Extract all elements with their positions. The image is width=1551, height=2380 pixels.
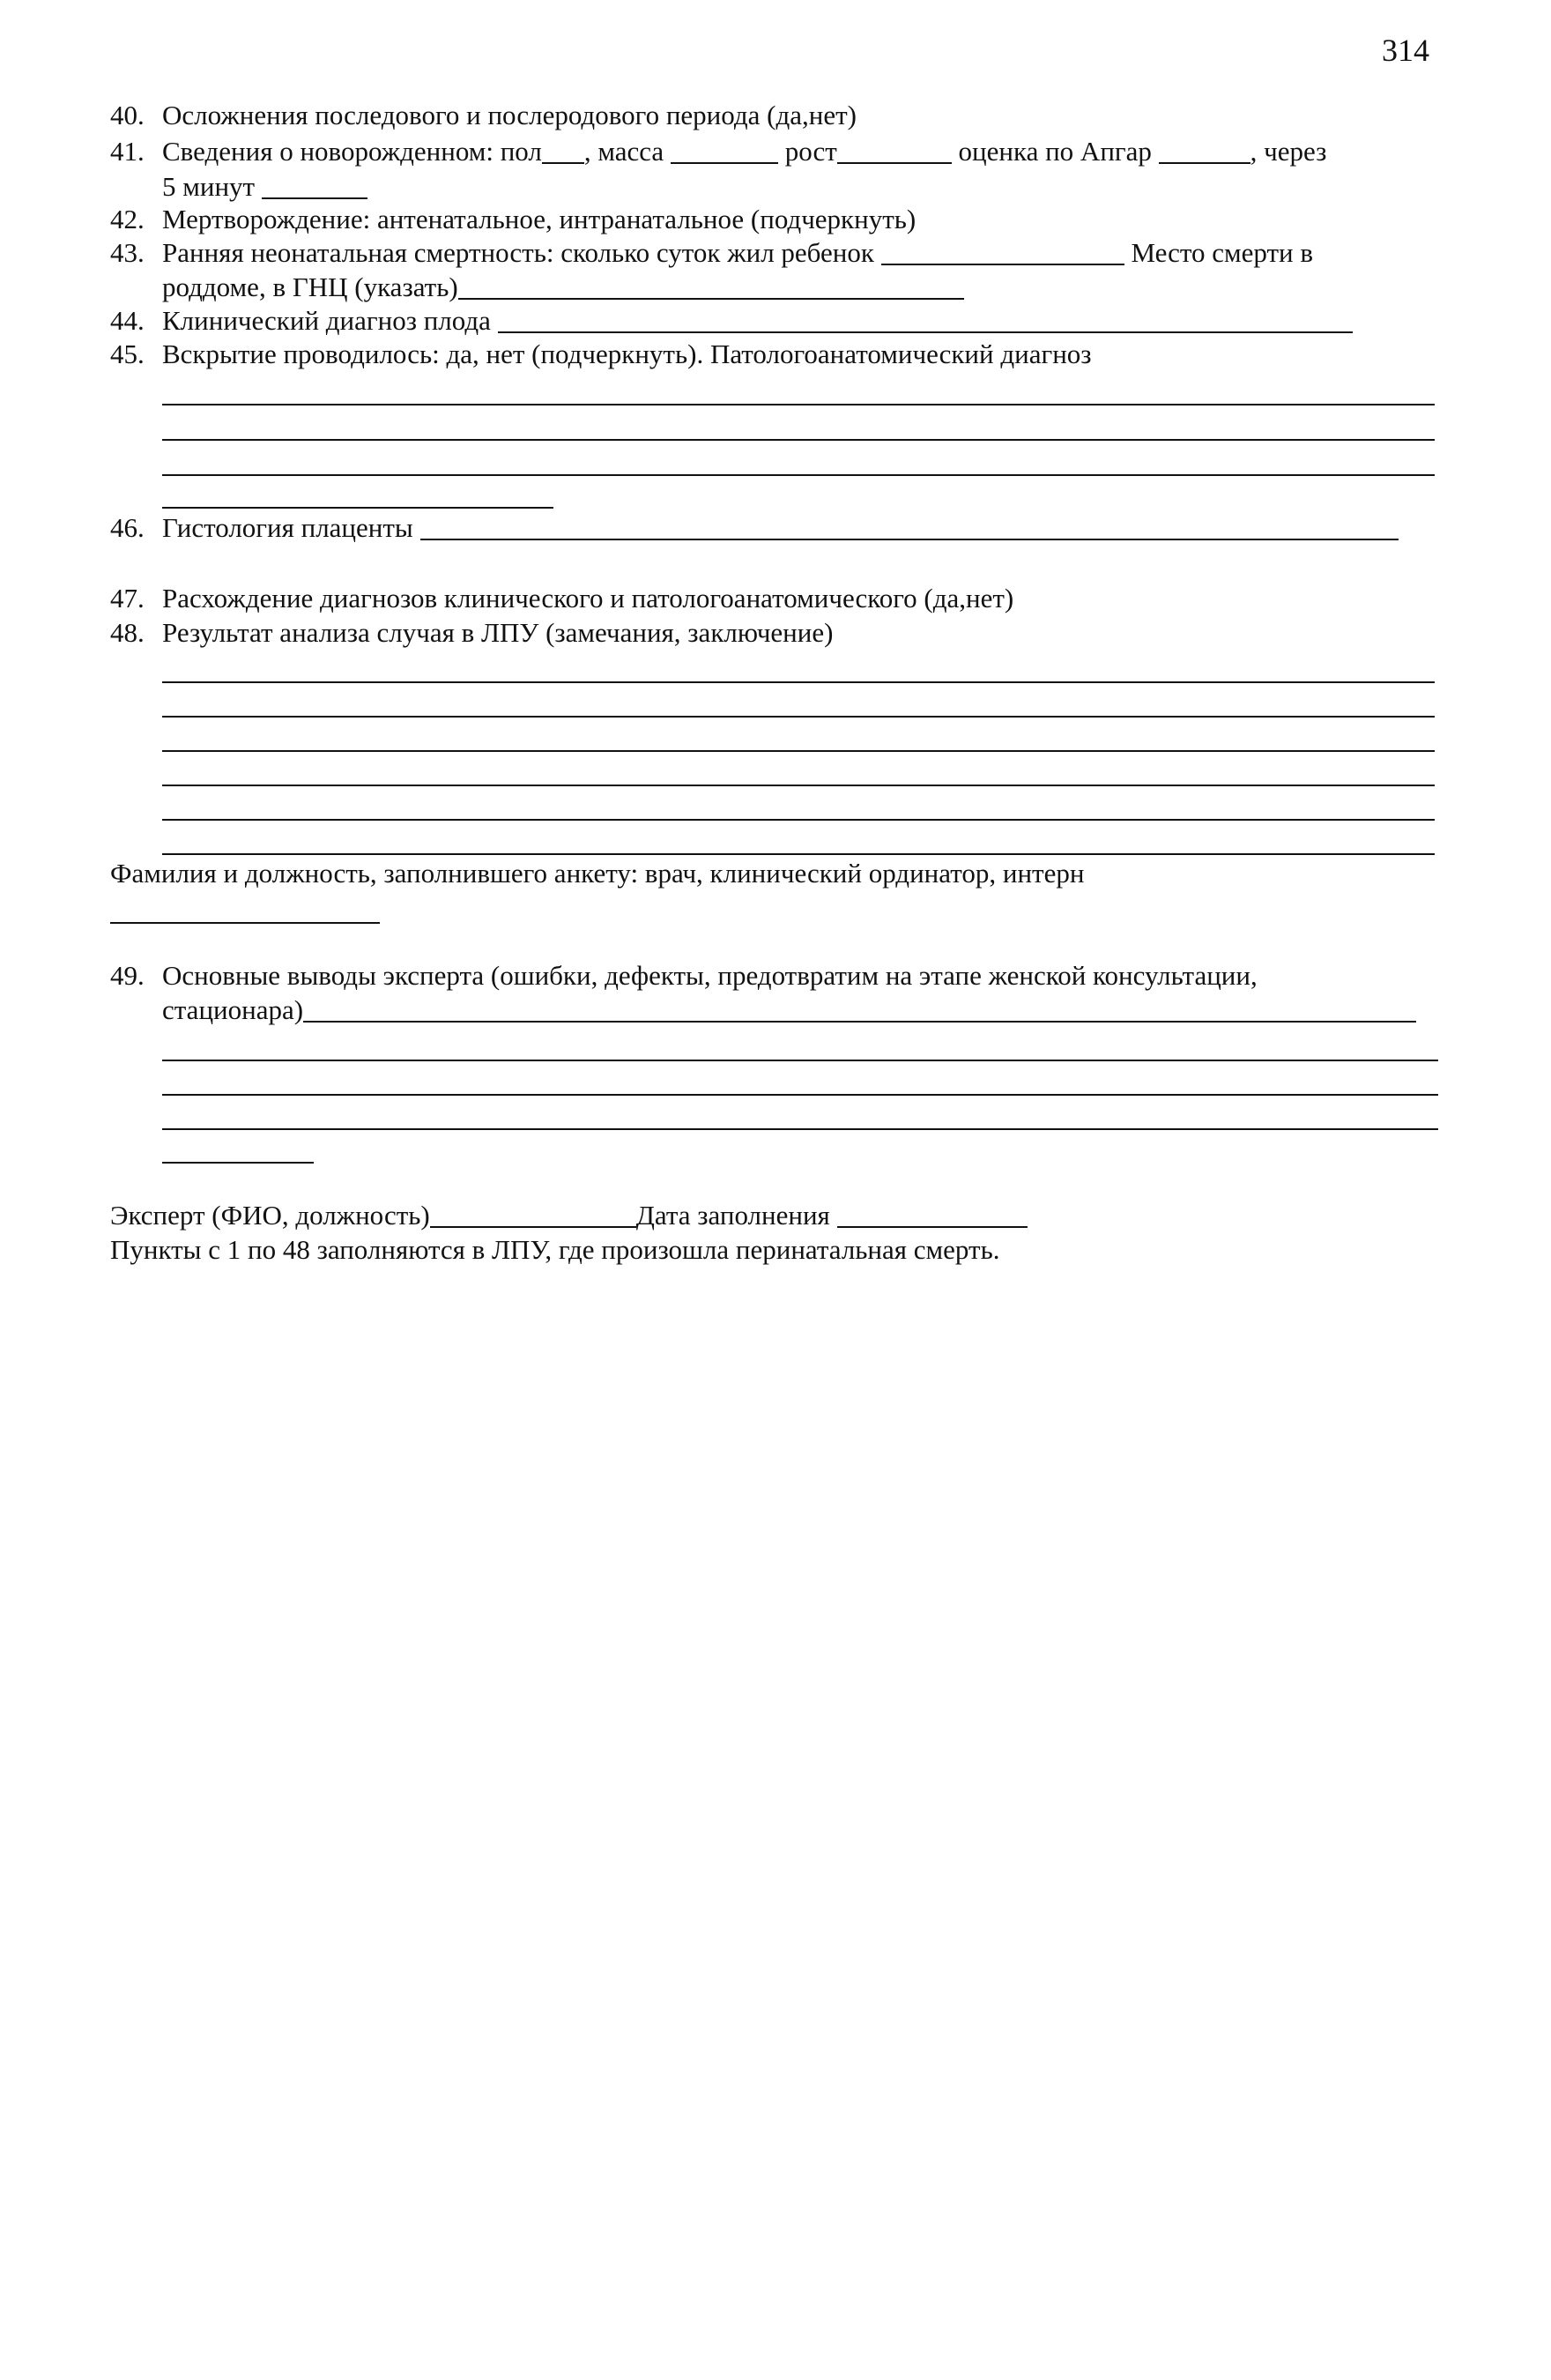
expert-conclusions-line[interactable]: [162, 1060, 1438, 1061]
analysis-result-line[interactable]: [162, 750, 1435, 752]
expert-label: Эксперт (ФИО, должность): [110, 1200, 430, 1231]
expert-conclusions-field[interactable]: [303, 994, 1416, 1023]
pathology-diagnosis-line[interactable]: [162, 474, 1435, 476]
item-text: , через: [1250, 136, 1327, 167]
item-text: оценка по Апгар: [958, 136, 1152, 167]
height-field[interactable]: [837, 136, 952, 164]
apgar-field[interactable]: [1159, 136, 1250, 164]
item-text: роддоме, в ГНЦ (указать): [162, 271, 458, 302]
item-text: стационара): [162, 994, 304, 1025]
item-text: рост: [784, 136, 837, 167]
date-field[interactable]: [837, 1200, 1028, 1228]
item-text: Гистология плаценты: [162, 512, 413, 543]
expert-line: [110, 1199, 1028, 1232]
item-number: 44.: [110, 305, 145, 336]
filler-name-line[interactable]: [110, 922, 380, 924]
item-text: Мертворождение: антенатальное, интранатальное (подчеркнуть): [162, 204, 916, 234]
pathology-diagnosis-line[interactable]: [162, 439, 1435, 441]
date-label: Дата заполнения: [635, 1200, 830, 1231]
footnote: Пункты с 1 по 48 заполняются в ЛПУ, где произошла перинатальная смерть.: [110, 1234, 1000, 1265]
item-text: Вскрытие проводилось: да, нет (подчеркнуть). Патологоанатомический диагноз: [162, 338, 1092, 369]
expert-conclusions-line[interactable]: [162, 1162, 314, 1164]
pathology-diagnosis-line[interactable]: [162, 507, 553, 509]
item-number: 40.: [110, 100, 145, 130]
item-text: Клинический диагноз плода: [162, 305, 491, 336]
placenta-histology-field[interactable]: [420, 512, 1399, 540]
analysis-result-line[interactable]: [162, 819, 1435, 821]
days-lived-field[interactable]: [881, 237, 1124, 265]
analysis-result-line[interactable]: [162, 716, 1435, 718]
analysis-result-line[interactable]: [162, 785, 1435, 786]
item-text: 5 минут: [162, 171, 256, 202]
item-text: Сведения о новорожденном: пол: [162, 136, 542, 167]
item-text: Основные выводы эксперта (ошибки, дефекты, предотвратим на этапе женской консультации,: [162, 960, 1258, 991]
item-number: 43.: [110, 237, 145, 268]
expert-name-field[interactable]: [430, 1200, 636, 1228]
weight-field[interactable]: [671, 136, 778, 164]
item-number: 45.: [110, 338, 145, 369]
item-text: Осложнения последового и послеродового периода (да,нет): [162, 100, 857, 130]
item-number: 46.: [110, 512, 145, 543]
item-text: , масса: [583, 136, 664, 167]
place-of-death-field[interactable]: [458, 271, 964, 300]
item-number: 48.: [110, 617, 145, 648]
analysis-result-line[interactable]: [162, 681, 1435, 683]
expert-conclusions-line[interactable]: [162, 1128, 1438, 1130]
item-number: 42.: [110, 204, 145, 234]
page-number: 314: [1382, 33, 1429, 68]
expert-conclusions-line[interactable]: [162, 1094, 1438, 1096]
sex-field[interactable]: [542, 136, 584, 164]
item-number: 41.: [110, 136, 145, 167]
item-text: Место смерти в: [1131, 237, 1314, 268]
item-number: 49.: [110, 960, 145, 991]
item-text: Расхождение диагнозов клинического и патологоанатомического (да,нет): [162, 583, 1014, 614]
item-text: Ранняя неонатальная смертность: сколько суток жил ребенок: [162, 237, 874, 268]
analysis-result-line[interactable]: [162, 853, 1435, 855]
pathology-diagnosis-line[interactable]: [162, 404, 1435, 405]
clinical-diagnosis-field[interactable]: [498, 305, 1353, 333]
filler-label: Фамилия и должность, заполнившего анкету: врач, клинический ординатор, интерн: [110, 858, 1085, 889]
apgar-5min-field[interactable]: [262, 171, 367, 199]
item-number: 47.: [110, 583, 145, 614]
item-text: Результат анализа случая в ЛПУ (замечания, заключение): [162, 617, 834, 648]
